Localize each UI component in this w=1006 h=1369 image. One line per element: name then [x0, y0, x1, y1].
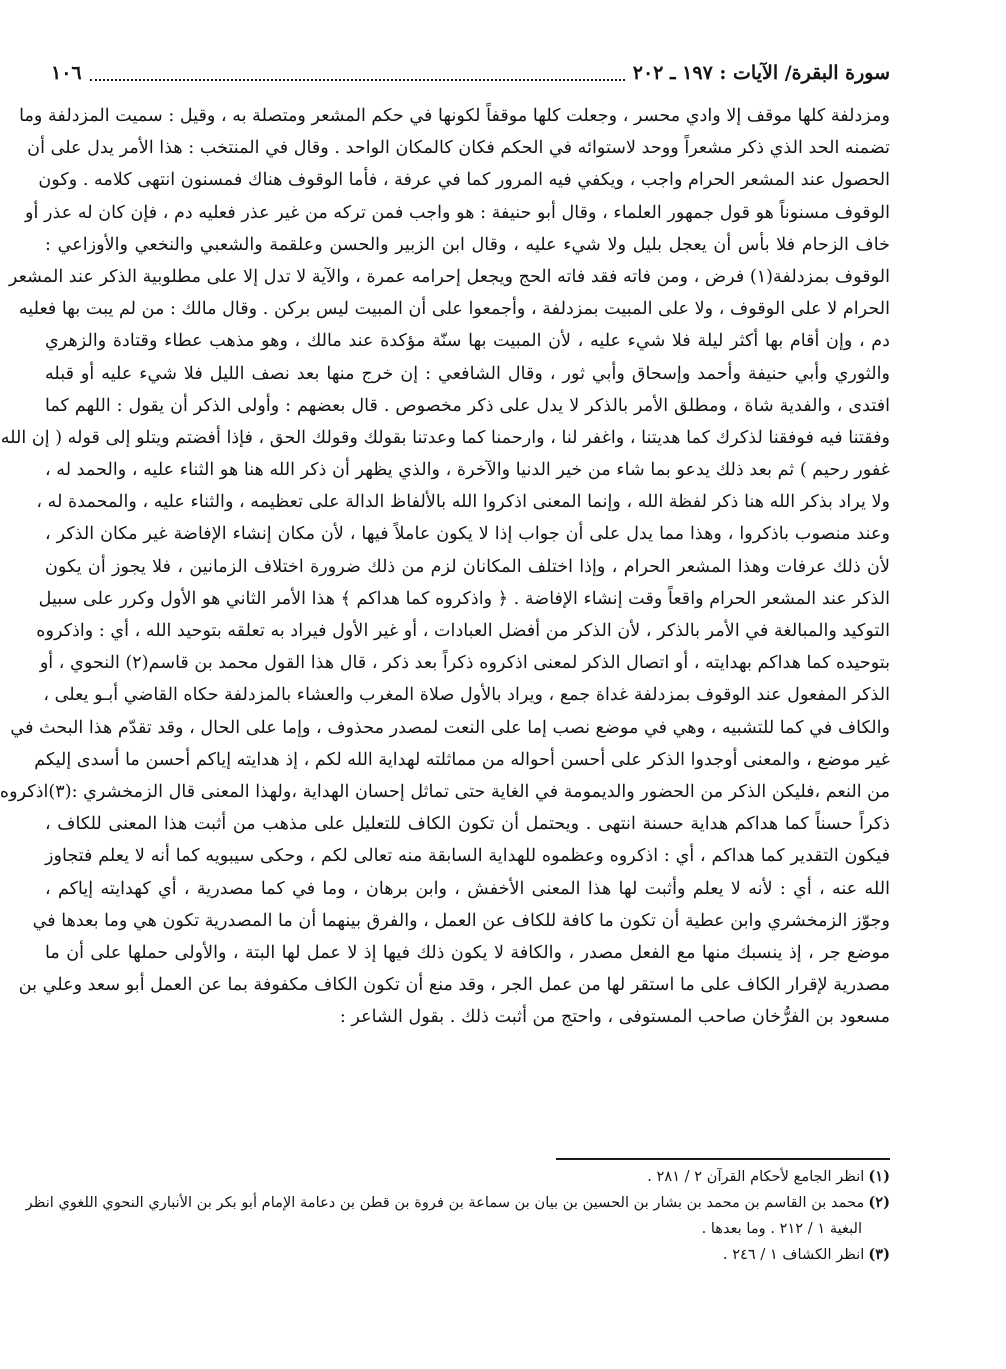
- footnote-text: محمد بن القاسم بن محمد بن بشار بن الحسين بن بيان بن سماعة بن فروة بن قطن بن دعامة الإمام أبو بكر بن الأنباري النحوي اللغوي انظر: [25, 1194, 865, 1211]
- footnotes: [25, 1164, 890, 1268]
- text-line: غير موضع ، والمعنى أوجدوا الذكر على أحسن أحواله من مماثلته لهداية الله لكم ، إذ هدايته إياكم أحسن ما أسدى إليكم: [34, 749, 890, 770]
- footnote-number: (٣): [868, 1246, 890, 1263]
- text-line: لأن ذلك عرفات وهذا المشعر الحرام ، وإذا اختلف المكانان لزم من ذلك ضرورة اختلاف الزمانين ، فلا يجوز أن يكون: [45, 556, 890, 577]
- text-line: الوقوف مسنوناً هو قول جمهور العلماء ، وقال أبو حنيفة : هو واجب فمن تركه من غير عذر فعليه دم ، فإن كان له عذر أو: [25, 202, 890, 223]
- footnote-1: [45, 1164, 890, 1190]
- text-line: ذكراً حسناً كما هداكم هداية حسنة انتهى . ويحتمل أن تكون الكاف للتعليل على مذهب من أثبت هذا المعنى للكاف ،: [45, 814, 890, 835]
- footnote-number: (٢): [868, 1194, 890, 1211]
- footnote-separator: [556, 1158, 890, 1160]
- running-head: [45, 58, 890, 88]
- main-text: [0, 100, 890, 1033]
- text-line: من النعم ،فليكن الذكر من الحضور والديمومة في الغاية حتى تماثل إحسان الهداية ،ولهذا المعنى قال الزمخشري :(٣)اذكروه: [0, 781, 890, 802]
- text-line: غفور رحيم ) ثم بعد ذلك يدعو بما شاء من خير الدنيا والآخرة ، والذي يظهر أن ذكر الله هنا هو الثناء عليه ، والحمد له ،: [45, 460, 890, 481]
- text-line: ولا يراد بذكر الله هنا ذكر لفظة الله ، وإنما المعنى اذكروا الله بالألفاظ الدالة على تعظيمه ، والثناء عليه ، والمحمدة له ،: [36, 492, 890, 513]
- footnote-text: انظر الكشاف ١ / ٢٤٦ .: [722, 1246, 865, 1263]
- text-line: والكاف في كما للتشبيه ، وهي في موضع نصب إما على النعت لمصدر محذوف ، وإما على الحال ، وقد تقدّم هذا البحث في: [10, 717, 890, 738]
- page-number: ١٠٦: [51, 62, 82, 84]
- text-line: الحرام لا على الوقوف ، ولا على المبيت بمزدلفة ، وأجمعوا على أن المبيت ليس بركن . وقال مالك : من لم يبت بها فعليه: [18, 299, 890, 320]
- text-line: الذكر المفعول عند الوقوف بمزدلفة غداة جمع ، ويراد بالأول صلاة المغرب والعشاء بالمزدلفة حكاه القاضي أبـو يعلى ،: [43, 685, 890, 706]
- footnote-3: [45, 1242, 890, 1268]
- text-line: دم ، وإن أقام بها أكثر ليلة فلا شيء عليه ، لأن المبيت بها سنّة مؤكدة عند مالك ، وهو مذهب عطاء وقتادة والزهري: [45, 331, 890, 352]
- text-line: الله عنه ، أي : لأنه لا يعلم وأثبت لها هذا المعنى الأخفش ، وابن برهان ، وما في كما مصدرية ، أي كهدايته إياكم ،: [45, 878, 890, 899]
- text-line: الوقوف بمزدلفة(١) فرض ، ومن فاته فقد فاته الحج ويجعل إحرامه عمرة ، والآية لا تدل إلا على مطلوبية الذكر عند المشعر: [8, 266, 890, 287]
- text-line: وفقتنا فيه فوفقنا لذكرك كما هديتنا ، واغفر لنا ، وارحمنا كما وعدتنا بقولك وقولك الحق ، فإذا أفضتم ويتلو إلى قوله ( إن الله: [0, 427, 890, 448]
- chapter-title: سورة البقرة/ الآيات : ١٩٧ ـ ٢٠٢: [632, 62, 890, 84]
- text-line: موضع جر ، إذ ينسبك منها مع الفعل مصدر ، والكافة لا يكون ذلك فيها إذ لا عمل لها البتة ، والأولى حملها على أن ما: [45, 942, 890, 963]
- text-line: فيكون التقدير كما هداكم ، أي : اذكروه وعظموه للهداية السابقة منه تعالى لكم ، وحكى سيبويه كما أنه لا يعلم فتجاوز: [45, 846, 890, 867]
- text-line: الذكر عند المشعر الحرام واقعاً وقت إنشاء الإفاضة . ﴿ واذكروه كما هداكم ﴾ هذا الأمر الثاني هو الأول وكرر على سبيل: [38, 588, 890, 609]
- text-line: تضمنه الحد الذي ذكر مشعراً ووحد لاستوائه في الحكم فكان كالمكان الواحد . وقال في المنتخب : هذا الأمر يدل على أن: [27, 138, 890, 159]
- text-line: مسعود بن الفرُّخان صاحب المستوفى ، واحتج من أثبت ذلك . بقول الشاعر :: [339, 1007, 890, 1028]
- text-line: بتوحيده كما هداكم بهدايته ، أو اتصال الذكر لمعنى اذكروه ذكراً بعد ذكر ، قال هذا القول محمد بن قاسم(٢) النحوي ، أو: [39, 653, 890, 674]
- text-line: افتدى ، والفدية شاة ، ومطلق الأمر بالذكر لا يدل على ذكر مخصوص . قال بعضهم : وأولى الذكر أن يقول : اللهم كما: [45, 395, 890, 416]
- text-line: والثوري وأبي حنيفة وأحمد وإسحاق وأبي ثور ، وقال الشافعي : إن خرج منها بعد نصف الليل فلا شيء عليه أو قبله: [45, 363, 890, 384]
- text-line: خاف الزحام فلا بأس أن يعجل بليل ولا شيء عليه ، وقال ابن الزبير والحسن وعلقمة والشعبي والنخعي والأوزاعي :: [45, 234, 890, 255]
- text-line: الحصول عند المشعر الحرام واجب ، ويكفي فيه المرور كما في عرفة ، فأما الوقوف هناك فمسنون انتهى كلامه . وكون: [38, 170, 890, 191]
- text-line: وجوّز الزمخشري وابن عطية أن تكون ما كافة للكاف عن العمل ، والفرق بينهما أن ما المصدرية تكون هي وما بعدها في: [32, 910, 890, 931]
- footnote-2: [25, 1190, 890, 1216]
- footnote-text: البغية ١ / ٢١٢ . وما بعدها .: [701, 1220, 862, 1237]
- text-line: التوكيد والمبالغة في الأمر بالذكر ، لأن الذكر من أفضل العبادات ، أو غير الأول فيراد به تعلقه بتوحيد الله ، أي : واذكروه: [36, 621, 890, 641]
- footnote-number: (١): [868, 1168, 890, 1185]
- text-line: مصدرية لإقرار الكاف على ما استقر لها من عمل الجر ، وقد منع أن تكون الكاف مكفوفة بما عن العمل أبو سعد وعلي بن: [18, 975, 890, 996]
- dotted-leader: [90, 65, 625, 81]
- footnote-2-continuation: [45, 1216, 890, 1242]
- text-line: وعند منصوب باذكروا ، وهذا مما يدل على أن جواب إذا لا يكون عاملاً فيها ، لأن مكان إنشاء الإفاضة غير مكان الذكر ،: [45, 524, 890, 545]
- text-line: ومزدلفة كلها موقف إلا وادي محسر ، وجعلت كلها موقفاً لكونها في حكم المشعر ومتصلة به ، وقيل : سميت المزدلفة وما: [19, 106, 890, 126]
- footnote-text: انظر الجامع لأحكام القرآن ٢ / ٢٨١ .: [647, 1168, 865, 1185]
